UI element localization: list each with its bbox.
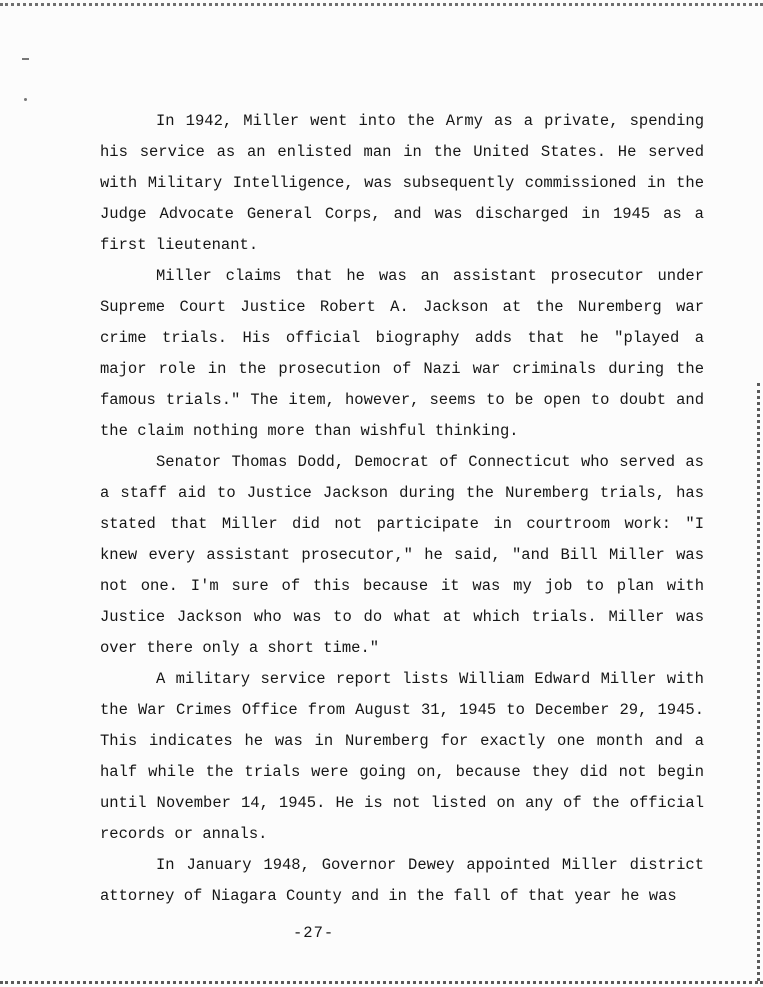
- scan-edge-dots-right: [757, 383, 760, 981]
- page-number: -27-: [293, 924, 335, 942]
- paragraph-district-attorney: In January 1948, Governor Dewey appointed Miller district attorney of Niagara County and in the fall of that year he was: [100, 856, 704, 905]
- scan-artifact-dash: [22, 58, 29, 60]
- scan-edge-dots-bottom: [0, 981, 763, 984]
- paragraph-prosecutor-claim: Miller claims that he was an assistant prosecutor under Supreme Court Justice Robert A. Jackson at the Nuremberg war crime trials. His official biography adds that he "played a major role in the prosecution of Nazi war criminals during the famous trials." The item, however, seems to be open to doubt and the claim nothing more than wishful thinking.: [100, 267, 704, 440]
- paragraph-army-service: In 1942, Miller went into the Army as a private, spending his service as an enlisted man in the United States. He served with Military Intelligence, was subsequently commissioned in the Judge Advocate General Corps, and was discharged in 1945 as a first lieutenant.: [100, 112, 704, 254]
- scan-artifact-dot: [24, 98, 27, 101]
- paragraph-senator-dodd: Senator Thomas Dodd, Democrat of Connecticut who served as a staff aid to Justice Jackson during the Nuremberg trials, has stated that Miller did not participate in courtroom work: "I knew every assistant prosecutor," he said, "and Bill Miller was not one. I'm sure of this because it was my job to plan with Justice Jackson who was to do what at which trials. Miller was over there only a short time.": [100, 453, 704, 657]
- text-block: [100, 106, 704, 912]
- scan-edge-dots-top: [0, 3, 763, 6]
- paragraph-service-report: A military service report lists William Edward Miller with the War Crimes Office from August 31, 1945 to December 29, 1945. This indicates he was in Nuremberg for exactly one month and a half while the trials were going on, because they did not begin until November 14, 1945. He is not listed on any of the official records or annals.: [100, 670, 704, 843]
